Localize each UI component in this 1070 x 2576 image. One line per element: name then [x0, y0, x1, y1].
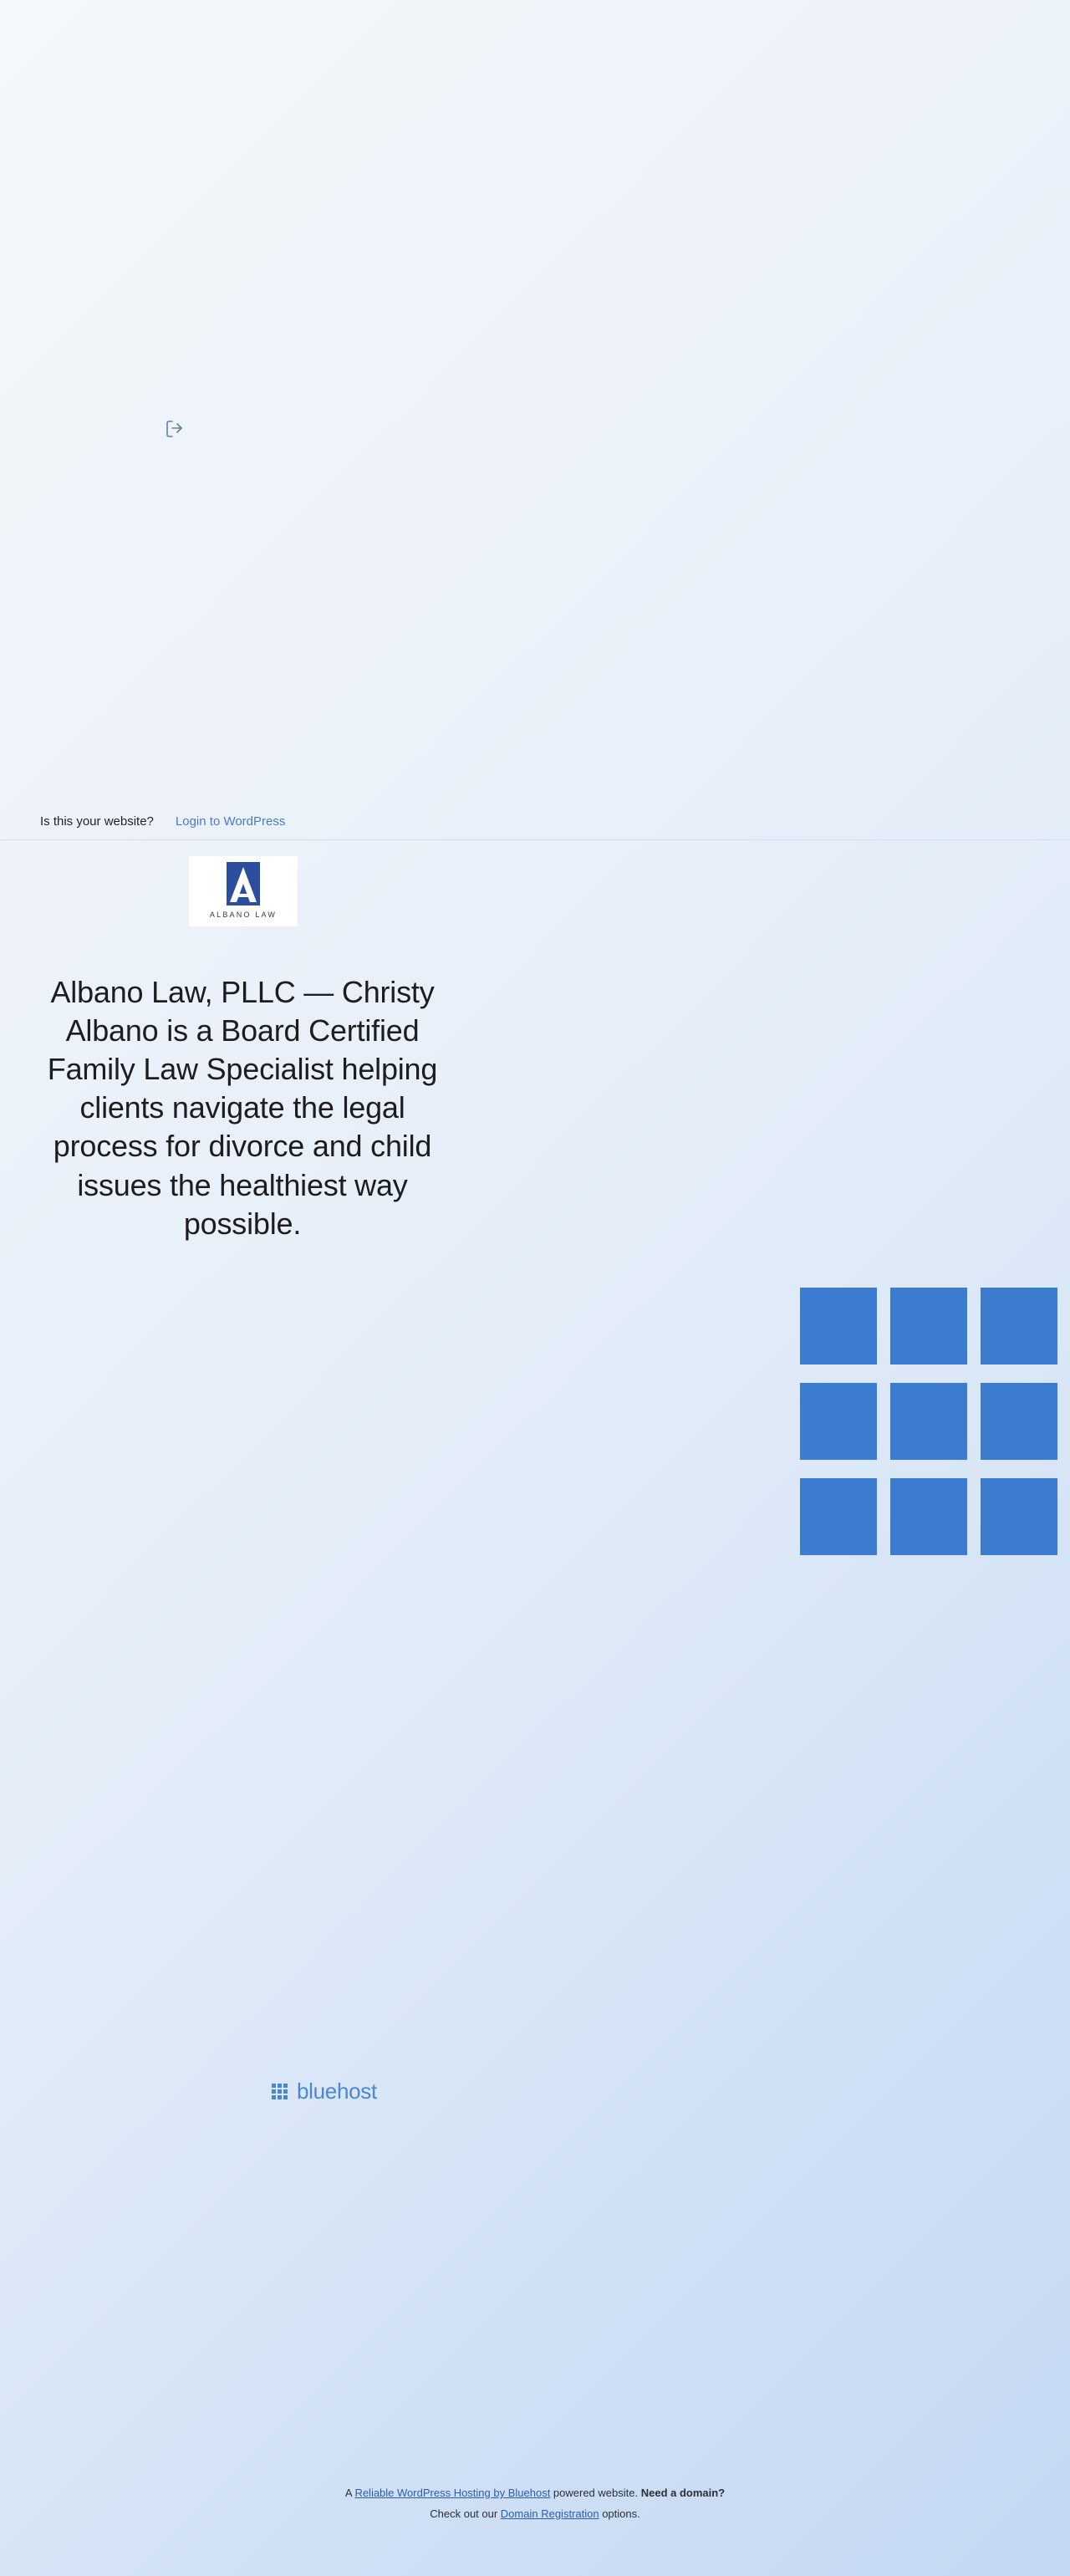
- bluehost-wordmark: bluehost: [297, 2079, 377, 2104]
- page-title: Albano Law, PLLC — Christy Albano is a Board Certified Family Law Specialist helping clients navigate the legal process for divorce and child issues the healthiest way possible.: [47, 975, 438, 1241]
- admin-bar-content: [40, 814, 285, 829]
- decorative-squares-grid: [800, 1288, 1057, 1555]
- footer: [0, 2483, 1070, 2524]
- decorative-square: [890, 1288, 967, 1365]
- albano-law-logo-icon: [193, 859, 293, 924]
- need-a-domain-label: Need a domain?: [640, 2487, 726, 2499]
- decorative-square: [890, 1383, 967, 1460]
- decorative-square: [981, 1288, 1057, 1365]
- footer-check-prefix: Check out our: [430, 2507, 501, 2520]
- decorative-square: [800, 1383, 877, 1460]
- login-to-wordpress-link[interactable]: Login to WordPress: [175, 814, 286, 829]
- admin-bar: [0, 807, 1070, 840]
- logout-icon[interactable]: [164, 418, 186, 440]
- decorative-square: [800, 1288, 877, 1365]
- footer-mid: powered website.: [550, 2487, 641, 2499]
- footer-prefix: A: [344, 2487, 355, 2499]
- domain-registration-link[interactable]: Domain Registration: [500, 2507, 599, 2520]
- hosting-link[interactable]: Reliable WordPress Hosting by Bluehost: [354, 2487, 551, 2499]
- site-logo: [189, 856, 298, 926]
- bluehost-brand: [272, 2079, 377, 2104]
- footer-options-suffix: options.: [599, 2507, 640, 2520]
- decorative-square: [981, 1478, 1057, 1555]
- decorative-square: [800, 1478, 877, 1555]
- is-this-your-website-label: Is this your website?: [40, 814, 154, 829]
- svg-text:ALBANO LAW: ALBANO LAW: [209, 911, 278, 919]
- decorative-square: [981, 1383, 1057, 1460]
- decorative-square: [890, 1478, 967, 1555]
- bluehost-grid-icon: [272, 2084, 288, 2099]
- footer-line-1: [0, 2483, 1070, 2504]
- footer-line-2: [0, 2504, 1070, 2525]
